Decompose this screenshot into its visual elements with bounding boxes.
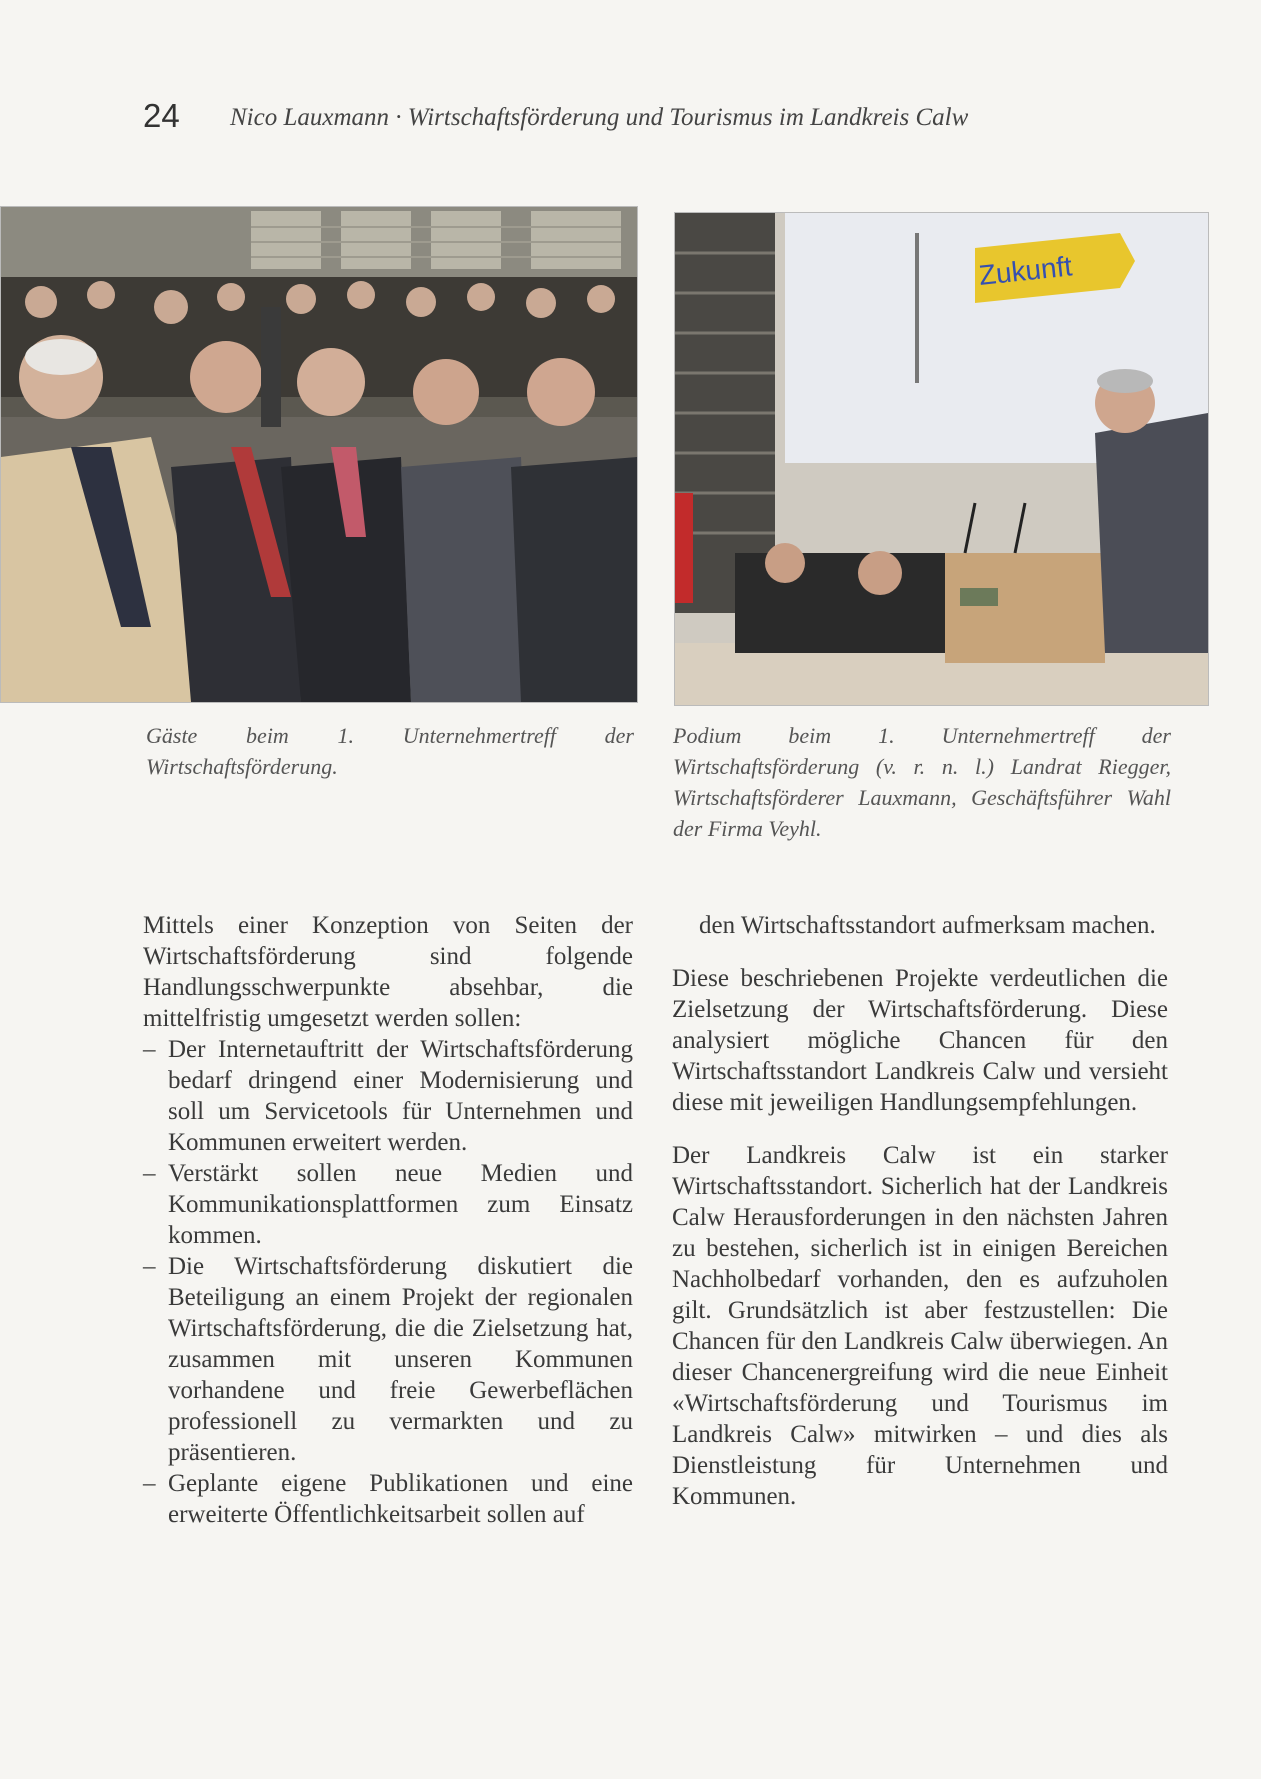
caption-guests: Gäste beim 1. Unternehmertreff der Wirtschaftsförderung.: [146, 723, 634, 779]
intro-paragraph: Mittels einer Konzeption von Seiten der Wirtschaftsförderung sind folgende Handlungsschwerpunkte absehbar, die mittelfristig umgesetzt werden sollen:: [143, 912, 633, 1032]
photo-podium: [674, 212, 1209, 706]
paragraph-conclusion: Der Landkreis Calw ist ein starker Wirtschaftsstandort. Sicherlich hat der Landkreis Calw Herausforderungen in den nächsten Jahren zu bestehen, sicherlich ist in einigen Bereichen Nachholbedarf vorhanden, den es aufzuholen gilt. Grundsätzlich ist aber festzustellen: Die Chancen für den Landkreis Calw überwiegen. An dieser Chancenergreifung wird die neue Einheit «Wirtschaftsförderung und Tourismus im Landkreis Calw» mitwirken – und dies als Dienstleistung für Unternehmen und Kommunen.: [672, 1142, 1168, 1510]
running-title: Nico Lauxmann · Wirtschaftsförderung und Tourismus im Landkreis Calw: [230, 104, 969, 131]
caption-podium: Podium beim 1. Unternehmertreff der Wirtschaftsförderung (v. r. n. l.) Landrat Riegger, Wirtschaftsförderer Lauxmann, Geschäftsführer Wahl der Firma Veyhl.: [673, 723, 1171, 841]
action-list: [143, 1034, 633, 1530]
podium-sign-text: Zukunft: [977, 250, 1074, 291]
list-item: – Verstärkt sollen neue Medien und Kommunikationsplattformen zum Einsatz kommen.: [143, 1158, 633, 1251]
body-column-left: [143, 910, 633, 1530]
list-item: – Geplante eigene Publikationen und eine erweiterte Öffentlichkeitsarbeit sollen auf: [143, 1468, 633, 1530]
list-continuation: den Wirtschaftsstandort aufmerksam machen.: [699, 912, 1156, 939]
paragraph-projects: Diese beschriebenen Projekte verdeutlichen die Zielsetzung der Wirtschaftsförderung. Diese analysiert mögliche Chancen für den Wirtschaftsstandort Landkreis Calw und versieht diese mit jeweiligen Handlungsempfehlungen.: [672, 965, 1168, 1116]
list-item: – Der Internetauftritt der Wirtschaftsförderung bedarf dringend einer Modernisierung und soll um Servicetools für Unternehmen und Kommunen erweitert werden.: [143, 1034, 633, 1158]
page-number: 24: [143, 97, 180, 134]
photo-guests-audience: [0, 206, 638, 703]
body-column-right: [672, 910, 1168, 1534]
list-item: – Die Wirtschaftsförderung diskutiert die Beteiligung an einem Projekt der regionalen Wirtschaftsförderung, die die Zielsetzung hat, zusammen mit unseren Kommunen vorhandene und freie Gewerbeflächen professionell zu vermarkten und zu präsentieren.: [143, 1251, 633, 1468]
